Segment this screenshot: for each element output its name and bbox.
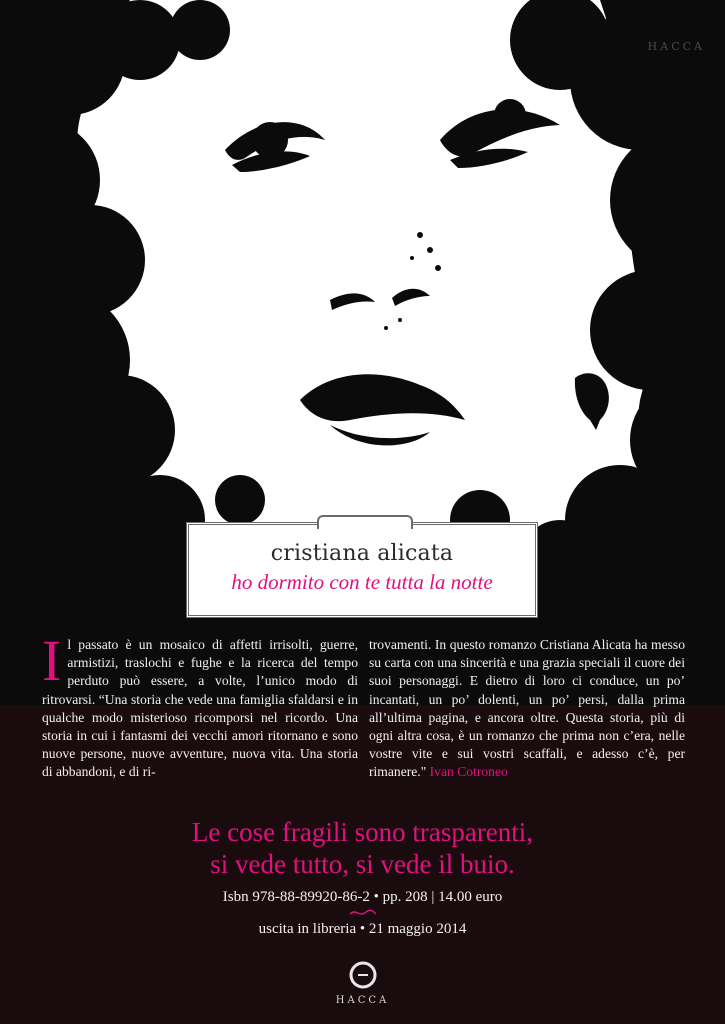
publisher-logo-icon	[349, 961, 377, 989]
book-title: ho dormito con te tutta la notte	[231, 570, 493, 594]
author-name: cristiana alicata	[270, 541, 454, 566]
text-column-right	[369, 636, 685, 782]
title-plate-tab	[317, 515, 413, 529]
publisher-watermark: HACCA	[647, 40, 705, 53]
release-date: uscita in libreria • 21 maggio 2014	[258, 921, 467, 937]
left-column-text: l passato è un mosaico di affetti irrisolti, guerre, armistizi, traslochi e fughe e la ricerca del tempo perduto può essere, a volte, l’unico modo di ritrovarsi. “Una storia che vede una famiglia sfaldarsi e in qualche modo misterioso ricomporsi nel ricordo. Una storia in cui i fantasmi dei vecchi amori ritornano e sono nuove persone, nuove avventure, nuova vita. Una storia di abbandoni, e di ri-	[42, 637, 358, 780]
quote-author: Ivan Cotroneo	[429, 764, 508, 780]
isbn-price: Isbn 978-88-89920-86-2 • pp. 208 | 14.00 euro	[222, 889, 503, 905]
drop-cap: I	[42, 628, 62, 693]
publisher-name: HACCA	[335, 995, 390, 1006]
text-column-left	[42, 628, 358, 782]
right-column-text: trovamenti. In questo romanzo Cristiana Alicata ha messo su carta con una sincerità e una grazia speciali il cuore dei suoi personaggi. E dietro di loro ci conduce, un po’ incantati, un po’ dolenti, un po’ persi, dalla prima all’ultima pagina, e ancora oltre. Questa storia, più di ogni altra cosa, è un romanzo che prima non c’era, nelle vostre vite e sui vostri scaffali, e adesso c’è, per rimanere."	[369, 637, 685, 780]
tagline-line-1: Le cose fragili sono trasparenti,	[191, 817, 534, 847]
swirl-ornament	[348, 908, 378, 918]
tagline-line-2: si vede tutto, si vede il buio.	[210, 849, 515, 879]
title-plate	[186, 522, 538, 618]
